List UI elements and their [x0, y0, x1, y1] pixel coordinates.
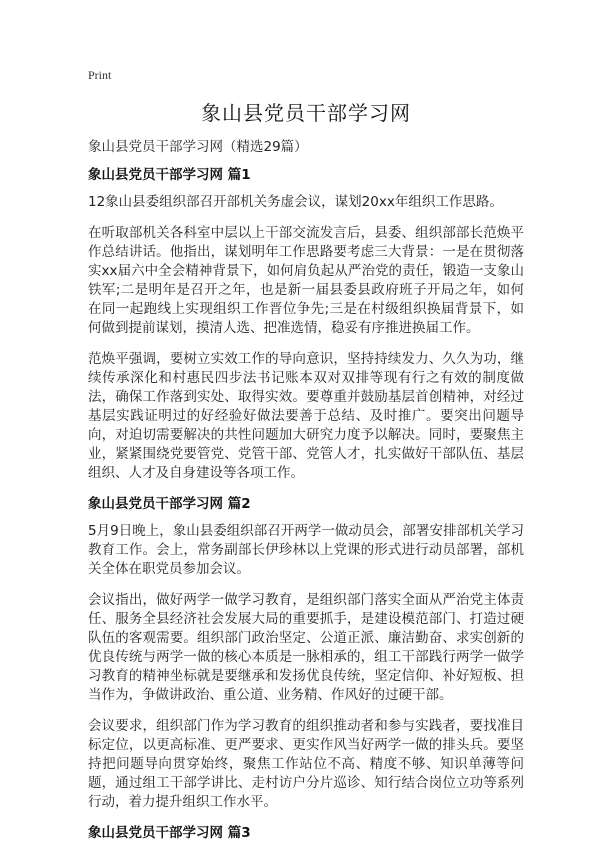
page-title: 象山县党员干部学习网: [201, 101, 411, 125]
paragraph: 在听取部机关各科室中层以上干部交流发言后，县委、组织部部长范焕平作总结讲话。他指出，谋划明年工作思路要考虑三大背景：一是在贯彻落实xx届六中全会精神背景下，如何肩负起从严治党的责任，锻造一支象山铁军;二是明年是召开之年，也是新一届县委县政府班子开局之年，如何在同一起跑线上实现组织工作晋位争先;三是在村级组织换届背景下，如何做到提前谋划，摸清人选、把准选情，稳妥有序推进换届工作。: [88, 225, 524, 336]
section-2: [88, 495, 524, 812]
paragraph: 范焕平强调，要树立实效工作的导向意识，坚持持续发力、久久为功，继续传承深化和村惠民四步法书记账本双对双排等现有行之有效的制度做法，确保工作落到实处、取得实效。要尊重并鼓励基层首创精神，对经过基层实践证明过的好经验好做法要善于总结、及时推广。要突出问题导向，对迫切需要解决的共性问题加大研究力度予以解决。同时，要聚焦主业，紧紧围绕党要管党、党管干部、党管人才，扎实做好干部队伍、基层组织、人才及自身建设等各项工作。: [88, 351, 524, 481]
section-heading: 象山县党员干部学习网 篇1: [88, 167, 251, 183]
print-link[interactable]: Print: [88, 68, 112, 82]
paragraph: 5月9日晚上，象山县委组织部召开两学一做动员会，部署安排部机关学习教育工作。会上，常务副部长伊珍林以上党课的形式进行动员部署，部机关全体在职党员参加会议。: [88, 523, 524, 577]
paragraph: 会议要求，组织部门作为学习教育的组织推动者和参与实践者，要找准目标定位，以更高标准、更严要求、更实作风当好两学一做的排头兵。要坚持把问题导向贯穿始终，聚焦工作站位不高、精度不够、知识单薄等问题，通过组工干部学讲比、走村访户分片巡诊、知行结合岗位立功等系列行动，着力提升组织工作水平。: [88, 718, 524, 810]
document-subtitle: 象山县党员干部学习网（精选29篇）: [88, 139, 308, 155]
paragraph: 12象山县委组织部召开部机关务虚会议，谋划20xx年组织工作思路。: [88, 194, 503, 210]
document-page: [88, 68, 524, 851]
section-1: [88, 166, 524, 483]
section-heading: 象山县党员干部学习网 篇2: [88, 496, 251, 512]
paragraph: 会议指出，做好两学一做学习教育，是组织部门落实全面从严治党主体责任、服务全县经济社会发展大局的重要抓手，是建设模范部门、打造过硬队伍的客观需要。组织部门政治坚定、公道正派、廉洁勤奋、求实创新的优良传统与两学一做的核心本质是一脉相承的，组工干部践行两学一做学习教育的精神坐标就是要继承和发扬优良传统，坚定信仰、补好短板、担当作为，争做讲政治、重公道、业务精、作风好的过硬干部。: [88, 592, 524, 703]
section-heading: 象山县党员干部学习网 篇3: [88, 825, 251, 841]
section-3: [88, 824, 524, 843]
